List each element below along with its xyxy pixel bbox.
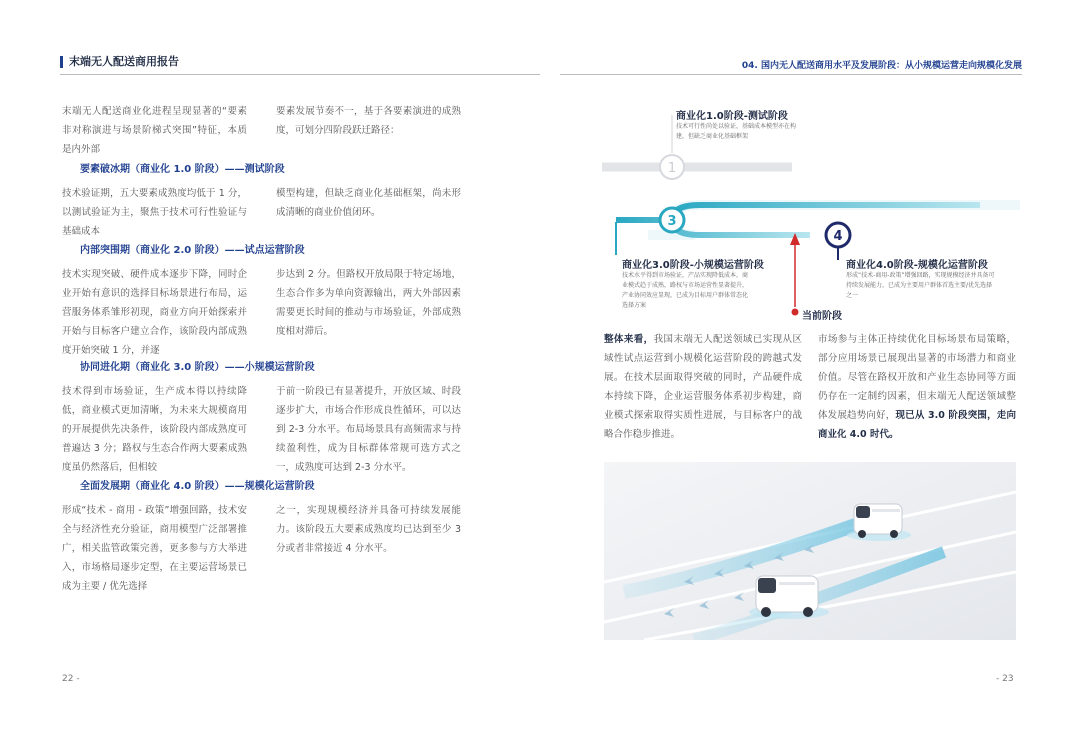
track-stage-3-upper [672, 205, 980, 220]
section-2-col2: 步达到 2 分。但路权开放局限于特定场地，生态合作多为单向资源输出，两大外部因素需要更长时间的推动与市场验证，外部成熟度相对滞后。 [276, 269, 461, 337]
intro-paragraph-1: 末端无人配送商业化进程呈现显著的“要素非对称演进与场景阶梯式突围”特征，本质是内外部 [62, 106, 247, 155]
section-title-2: 内部突围期（商业化 2.0 阶段）——试点运营阶段 [80, 245, 305, 256]
stage-3-title: 商业化3.0阶段-小规模运营阶段 [622, 260, 764, 271]
stage-4-title: 商业化4.0阶段-规模化运营阶段 [846, 260, 988, 271]
stage-4-number: 4 [833, 229, 843, 244]
delivery-vehicle-near [749, 576, 829, 619]
section-title-1: 要素破冰期（商业化 1.0 阶段）——测试阶段 [80, 164, 285, 175]
current-stage-label: 当前阶段 [802, 311, 842, 322]
section-2-col1: 技术实现突破、硬件成本逐步下降，同时企业开始有意识的选择目标场景进行布局，运营服务体系雏形初现，商业方向开始探索并开始与目标客户建立合作，该阶段内部成熟度开始突破 1 分，并逐 [62, 269, 247, 356]
stage-1-desc: 技术可行性尚处以验证，基础成本模型亦在构建，但缺乏商业化基础框架 [676, 123, 797, 140]
delivery-vehicle-far [847, 504, 911, 541]
header-divider-right [560, 74, 1022, 75]
page-number-right: - 23 [996, 674, 1014, 684]
stage-1-number: 1 [667, 161, 677, 176]
section-title-4: 全面发展期（商业化 4.0 阶段）——规模化运营阶段 [80, 481, 315, 492]
delivery-vehicles-illustration [604, 462, 1016, 640]
section-title-3: 协同进化期（商业化 3.0 阶段）——小规模运营阶段 [80, 362, 315, 373]
section-4-col2: 之一，实现规模经济并具备可持续发展能力。该阶段五大要素成熟度均已达到至少 3 分或者非常接近 4 分水平。 [276, 505, 461, 554]
stage-1-title: 商业化1.0阶段-测试阶段 [676, 111, 788, 122]
section-3-col2: 于前一阶段已有显著提升，开放区域、时段逐步扩大，市场合作形成良性循环，可以达到 2-3 分水平。布局场景具有高频需求与持续盈利性，成为目标群体常规可选方式之一，成熟度可达到 2-3 分水平。 [276, 386, 461, 473]
intro-paragraph-2: 要素发展节奏不一，基于各要素演进的成熟度，可划分四阶段跃迁路径： [276, 106, 461, 136]
section-1-col1: 技术验证期，五大要素成熟度均低于 1 分，以测试验证为主，聚焦于技术可行性验证与基础成本 [62, 188, 247, 237]
chapter-title: 04. 国内无人配送商用水平及发展阶段：从小规模运营走向规模化发展 [741, 61, 1022, 71]
current-stage-dot [792, 309, 799, 316]
header-divider-left [60, 74, 540, 75]
stage-4-desc: 形成“技术-商用-政策”增强回路，实现规模经济并具备可持续发展能力，已成为主要用户群体首选主要/优先选择之一 [846, 272, 995, 299]
section-1-col2: 模型构建，但缺乏商业化基础框架，尚未形成清晰的商业价值闭环。 [276, 188, 461, 218]
summary-conclusion: 现已从 3.0 阶段突围，走向商业化 4.0 时代。 [818, 410, 1016, 440]
summary-col2 [818, 330, 1016, 444]
section-4-col1: 形成“技术 - 商用 - 政策”增强回路，技术安全与经济性充分验证，商用模型广泛部署推广，相关监管政策完善，更多参与方大举进入，市场格局逐步定型，在主要运营场景已成为主要 / 优先选择 [62, 505, 247, 592]
report-title: 末端无人配送商用报告 [60, 56, 179, 68]
stage-3-number: 3 [667, 214, 677, 229]
page-number-left: 22 - [62, 674, 80, 684]
summary-lead: 整体来看， [604, 334, 654, 345]
summary-col2-text: 市场参与主体正持续优化目标场景布局策略，部分应用场景已展现出显著的市场潜力和商业价值。尽管在路权开放和产业生态协同等方面仍存在一定制约因素，但末端无人配送领域整体发展趋势向好， [818, 334, 1016, 421]
stage-3-desc: 技术水平得到市场验证，产品实现降低成本，商业模式趋于成熟，路权与市场运营性显著提升，产业协同效应显现，已成为目标用户群体常态化选择方案 [622, 272, 749, 309]
summary-col1 [604, 330, 802, 444]
track-stage-3-lower [616, 220, 810, 235]
summary-col1-text: 我国末端无人配送领域已实现从区域性试点运营到小规模化运营阶段的跨越式发展。在技术层面取得突破的同时，产品硬件成本持续下降，企业运营服务体系初步构建，商业模式探索取得实质性进展，与目标客户的战略合作稳步推进。 [604, 334, 802, 440]
section-3-col1: 技术得到市场验证，生产成本得以持续降低，商业模式更加清晰，为未来大规模商用的开展提供先决条件，该阶段内部成熟度可普遍达 3 分；路权与生态合作两大要素成熟度虽仍然落后，但相较 [62, 386, 247, 473]
